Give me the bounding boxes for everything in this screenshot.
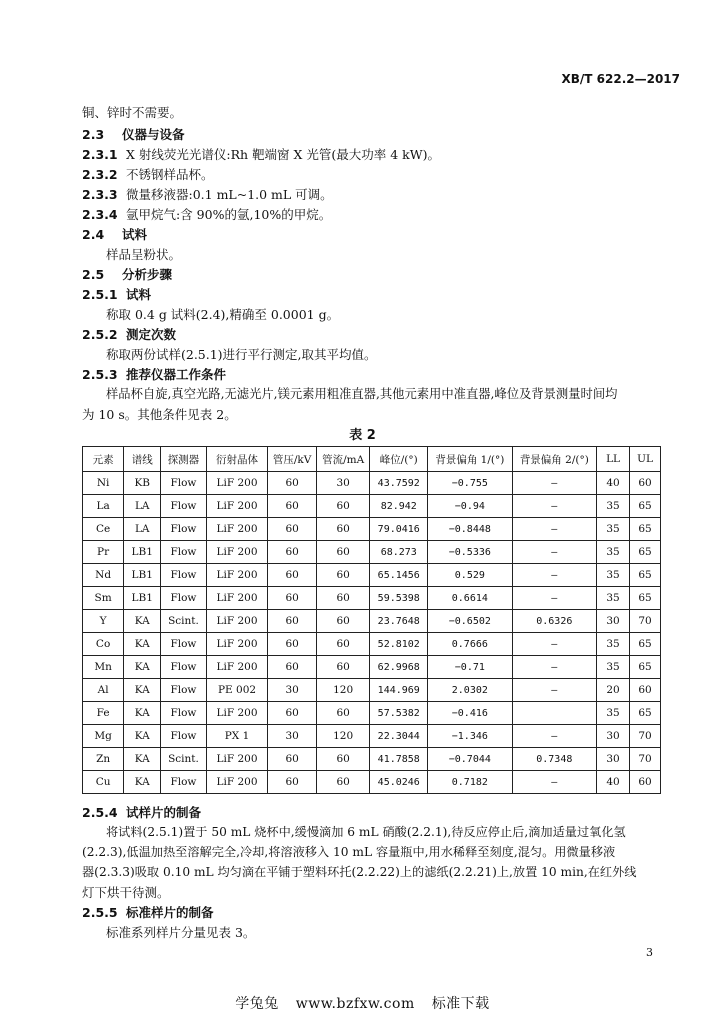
table-cell: 60	[630, 472, 661, 495]
table-cell: —	[512, 495, 596, 518]
table-cell: 60	[268, 633, 316, 656]
table-cell: 60	[316, 702, 370, 725]
table-cell: Nd	[83, 564, 124, 587]
clause-2-5-1-text: 称取 0.4 g 试料(2.4),精确至 0.0001 g。	[106, 307, 340, 322]
column-header: 元素	[83, 447, 124, 472]
table-cell: Flow	[161, 518, 206, 541]
table-cell: 60	[268, 610, 316, 633]
section-title: 分析步骤	[122, 267, 173, 282]
clause-text: 氩甲烷气:含 90%的氩,10%的甲烷。	[126, 207, 332, 222]
table-cell: KA	[124, 748, 161, 771]
table-cell: 70	[630, 725, 661, 748]
table-row	[83, 725, 661, 748]
clause-2-5-4-line-4: 灯下烘干待测。	[82, 885, 170, 900]
clause-2-3-3	[82, 186, 333, 203]
table-row	[83, 587, 661, 610]
table-cell: Al	[83, 679, 124, 702]
table-row	[83, 472, 661, 495]
clause-2-5-3-heading	[82, 366, 226, 383]
table-cell: Mn	[83, 656, 124, 679]
table-cell: 120	[316, 679, 370, 702]
table-cell: 30	[597, 748, 630, 771]
table-cell: 60	[268, 495, 316, 518]
table-cell: LiF 200	[206, 495, 268, 518]
table-cell: 52.8102	[370, 633, 428, 656]
table-cell: —	[512, 633, 596, 656]
table-cell: −0.755	[428, 472, 512, 495]
table-cell: −0.94	[428, 495, 512, 518]
table-cell: Pr	[83, 541, 124, 564]
clause-2-5-2-heading	[82, 326, 176, 343]
table-cell: PX 1	[206, 725, 268, 748]
footer-url[interactable]: www.bzfxw.com	[295, 996, 415, 1012]
clause-title: 测定次数	[126, 327, 177, 342]
section-number: 2.4	[82, 227, 105, 242]
table-cell: 22.3044	[370, 725, 428, 748]
clause-number: 2.5.5	[82, 905, 118, 920]
table-cell: 60	[630, 679, 661, 702]
table-cell: —	[512, 587, 596, 610]
table-cell: LA	[124, 518, 161, 541]
table-cell: 82.942	[370, 495, 428, 518]
clause-number: 2.5.3	[82, 367, 118, 382]
section-2-5-heading	[82, 266, 172, 283]
table-row	[83, 610, 661, 633]
clause-2-5-5-heading	[82, 904, 214, 921]
table-cell: 65.1456	[370, 564, 428, 587]
table-cell: −0.5336	[428, 541, 512, 564]
table-cell: LB1	[124, 587, 161, 610]
column-header: 谱线	[124, 447, 161, 472]
table-cell: —	[512, 518, 596, 541]
table-cell: LiF 200	[206, 748, 268, 771]
clause-title: 推荐仪器工作条件	[126, 367, 227, 382]
table-cell: LiF 200	[206, 610, 268, 633]
clause-2-3-1	[82, 146, 440, 163]
column-header: 衍射晶体	[206, 447, 268, 472]
table-cell: Flow	[161, 472, 206, 495]
table-cell: LiF 200	[206, 702, 268, 725]
table-cell: 60	[268, 656, 316, 679]
table-cell: 35	[597, 587, 630, 610]
standard-code: XB/T 622.2—2017	[561, 72, 680, 86]
table-cell: KA	[124, 771, 161, 794]
table-cell: Mg	[83, 725, 124, 748]
table-cell: 35	[597, 518, 630, 541]
table-cell: 60	[316, 748, 370, 771]
clause-number: 2.3.1	[82, 147, 118, 162]
table-cell: 60	[268, 472, 316, 495]
table-row	[83, 679, 661, 702]
table-cell: Flow	[161, 725, 206, 748]
table-cell: 0.6326	[512, 610, 596, 633]
table-cell: 60	[316, 656, 370, 679]
column-header: 背景偏角 1/(°)	[428, 447, 512, 472]
table-cell: —	[512, 541, 596, 564]
table-cell: LiF 200	[206, 518, 268, 541]
table-row	[83, 541, 661, 564]
table-cell: 60	[316, 495, 370, 518]
table-cell: KA	[124, 679, 161, 702]
table-cell: LB1	[124, 541, 161, 564]
table-cell: 60	[316, 564, 370, 587]
table-cell: LiF 200	[206, 656, 268, 679]
table-row	[83, 656, 661, 679]
section-title: 仪器与设备	[122, 127, 185, 142]
clause-2-5-3-line-1: 样品杯自旋,真空光路,无滤光片,镁元素用粗准直器,其他元素用中准直器,峰位及背景测量时间均	[106, 387, 618, 401]
clause-2-3-2	[82, 166, 214, 183]
clause-number: 2.3.3	[82, 187, 118, 202]
section-2-4-heading	[82, 226, 147, 243]
clause-text: X 射线荧光光谱仪:Rh 靶端窗 X 光管(最大功率 4 kW)。	[126, 147, 440, 162]
table-cell: KA	[124, 610, 161, 633]
table-cell: 30	[597, 610, 630, 633]
table-cell: 0.7666	[428, 633, 512, 656]
table-cell: LiF 200	[206, 587, 268, 610]
table-cell: 60	[268, 587, 316, 610]
table-cell: −1.346	[428, 725, 512, 748]
table-cell: 60	[630, 771, 661, 794]
table-cell: La	[83, 495, 124, 518]
table-cell: 65	[630, 518, 661, 541]
clause-number: 2.3.2	[82, 167, 118, 182]
table-cell: 60	[316, 610, 370, 633]
table-cell: 120	[316, 725, 370, 748]
section-2-4-text: 样品呈粉状。	[106, 247, 182, 262]
table-cell: −0.6502	[428, 610, 512, 633]
table-cell: 60	[268, 564, 316, 587]
column-header: LL	[597, 447, 630, 472]
table-cell: 60	[316, 771, 370, 794]
column-header: 峰位/(°)	[370, 447, 428, 472]
clause-2-5-4-line-1: 将试料(2.5.1)置于 50 mL 烧杯中,缓慢滴加 6 mL 硝酸(2.2.1),待反应停止后,滴加适量过氧化氢	[106, 825, 626, 839]
table-cell: 20	[597, 679, 630, 702]
table-row	[83, 702, 661, 725]
clause-text: 不锈钢样品杯。	[126, 167, 214, 182]
table-cell: 65	[630, 564, 661, 587]
table-cell: 70	[630, 748, 661, 771]
table-cell: −0.71	[428, 656, 512, 679]
clause-number: 2.5.2	[82, 327, 118, 342]
clause-title: 试料	[126, 287, 152, 302]
table-cell: Scint.	[161, 748, 206, 771]
table-cell: —	[512, 472, 596, 495]
clause-2-5-2-text: 称取两份试样(2.5.1)进行平行测定,取其平均值。	[106, 347, 377, 362]
table-cell: 60	[316, 541, 370, 564]
table-cell: −0.8448	[428, 518, 512, 541]
table-cell: KA	[124, 725, 161, 748]
table-cell: 35	[597, 495, 630, 518]
clause-2-5-4-line-2: (2.2.3),低温加热至溶解完全,冷却,将溶液移入 10 mL 容量瓶中,用水稀释至刻度,混匀。用微量移液	[82, 845, 616, 859]
table-cell: 60	[268, 748, 316, 771]
table-cell: KA	[124, 702, 161, 725]
table-cell: Cu	[83, 771, 124, 794]
table-cell: Flow	[161, 587, 206, 610]
table-row	[83, 771, 661, 794]
table-cell: 41.7858	[370, 748, 428, 771]
page-number: 3	[646, 946, 653, 959]
clause-2-5-4-heading	[82, 804, 201, 821]
table-cell: 0.529	[428, 564, 512, 587]
table-cell: 65	[630, 633, 661, 656]
table-cell: 30	[597, 725, 630, 748]
table-cell: 35	[597, 656, 630, 679]
table-cell: 65	[630, 702, 661, 725]
conditions-table	[82, 446, 661, 794]
table-cell: 60	[316, 518, 370, 541]
table-row	[83, 518, 661, 541]
table-body	[83, 472, 661, 794]
table-cell: Ni	[83, 472, 124, 495]
section-number: 2.3	[82, 127, 105, 142]
table-cell: Flow	[161, 564, 206, 587]
table-cell: Ce	[83, 518, 124, 541]
section-title: 试料	[122, 227, 148, 242]
table-cell: LiF 200	[206, 633, 268, 656]
table-cell: 30	[268, 679, 316, 702]
clause-title: 标准样片的制备	[126, 905, 214, 920]
table-cell: 30	[316, 472, 370, 495]
table-cell: 65	[630, 495, 661, 518]
table-cell: 59.5398	[370, 587, 428, 610]
table-cell: Co	[83, 633, 124, 656]
table-cell: 79.0416	[370, 518, 428, 541]
table-cell: 35	[597, 564, 630, 587]
footer-tagline: 标准下载	[431, 996, 490, 1012]
clause-title: 试样片的制备	[126, 805, 202, 820]
table-cell: 30	[268, 725, 316, 748]
table-row	[83, 748, 661, 771]
table-row	[83, 495, 661, 518]
table-cell: 57.5382	[370, 702, 428, 725]
table-cell: 0.7348	[512, 748, 596, 771]
table-cell: 62.9968	[370, 656, 428, 679]
table-cell: —	[512, 679, 596, 702]
clause-number: 2.3.4	[82, 207, 118, 222]
column-header: 管压/kV	[268, 447, 316, 472]
table-cell: Flow	[161, 656, 206, 679]
table-cell: 35	[597, 541, 630, 564]
table-cell: 144.969	[370, 679, 428, 702]
table-cell: 70	[630, 610, 661, 633]
table-cell: LiF 200	[206, 472, 268, 495]
table-cell: LB1	[124, 564, 161, 587]
table-cell: 60	[316, 633, 370, 656]
table-cell: Flow	[161, 633, 206, 656]
table-cell: Flow	[161, 679, 206, 702]
table-cell: 68.273	[370, 541, 428, 564]
table-cell: LA	[124, 495, 161, 518]
section-2-3-heading	[82, 126, 185, 143]
table-cell: 40	[597, 472, 630, 495]
column-header: 管流/mA	[316, 447, 370, 472]
table-cell: PE 002	[206, 679, 268, 702]
clause-number: 2.5.1	[82, 287, 118, 302]
table-cell: Fe	[83, 702, 124, 725]
table-cell: —	[512, 564, 596, 587]
table-header-row	[83, 447, 661, 472]
table-cell: 65	[630, 656, 661, 679]
table-cell: 2.0302	[428, 679, 512, 702]
table-title: 表 2	[349, 428, 376, 443]
table-cell: 0.7182	[428, 771, 512, 794]
table-row	[83, 633, 661, 656]
table-cell: 65	[630, 541, 661, 564]
footer-site-name: 学兔兔	[235, 996, 279, 1012]
table-cell: −0.416	[428, 702, 512, 725]
table-cell: LiF 200	[206, 541, 268, 564]
table-cell: —	[512, 725, 596, 748]
table-row	[83, 564, 661, 587]
table-cell: Flow	[161, 702, 206, 725]
clause-number: 2.5.4	[82, 805, 118, 820]
table-cell: Y	[83, 610, 124, 633]
table-cell: 35	[597, 633, 630, 656]
table-cell: 43.7592	[370, 472, 428, 495]
column-header: 探测器	[161, 447, 206, 472]
column-header: UL	[630, 447, 661, 472]
clause-2-5-3-line-2: 为 10 s。其他条件见表 2。	[82, 407, 237, 422]
clause-text: 微量移液器:0.1 mL~1.0 mL 可调。	[126, 187, 333, 202]
clause-2-5-1-heading	[82, 286, 151, 303]
table-cell: 65	[630, 587, 661, 610]
footer-watermark	[0, 993, 725, 1013]
table-cell: 60	[268, 771, 316, 794]
table-cell: 0.6614	[428, 587, 512, 610]
table-cell: KA	[124, 633, 161, 656]
table-cell: Flow	[161, 771, 206, 794]
table-cell: 60	[268, 541, 316, 564]
table-cell: 40	[597, 771, 630, 794]
table-cell: KB	[124, 472, 161, 495]
column-header: 背景偏角 2/(°)	[512, 447, 596, 472]
table-cell: KA	[124, 656, 161, 679]
table-cell: —	[512, 771, 596, 794]
table-cell: Sm	[83, 587, 124, 610]
table-cell: Scint.	[161, 610, 206, 633]
table-cell: Flow	[161, 495, 206, 518]
section-number: 2.5	[82, 267, 105, 282]
table-cell: 60	[268, 518, 316, 541]
table-cell: 45.0246	[370, 771, 428, 794]
table-cell: Zn	[83, 748, 124, 771]
table-cell: 23.7648	[370, 610, 428, 633]
table-cell: —	[512, 656, 596, 679]
table-cell: LiF 200	[206, 771, 268, 794]
table-cell: LiF 200	[206, 564, 268, 587]
clause-2-3-4	[82, 206, 331, 223]
intro-line: 铜、锌时不需要。	[82, 105, 183, 120]
clause-2-5-5-text: 标准系列样片分量见表 3。	[106, 925, 256, 940]
table-cell: −0.7044	[428, 748, 512, 771]
table-cell: 35	[597, 702, 630, 725]
table-cell: 60	[316, 587, 370, 610]
clause-2-5-4-line-3: 器(2.3.3)吸取 0.10 mL 均匀滴在平铺于塑料环托(2.2.22)上的滤纸(2.2.21)上,放置 10 min,在红外线	[82, 865, 637, 879]
table-cell: 60	[268, 702, 316, 725]
table-cell: Flow	[161, 541, 206, 564]
table-cell	[512, 702, 596, 725]
